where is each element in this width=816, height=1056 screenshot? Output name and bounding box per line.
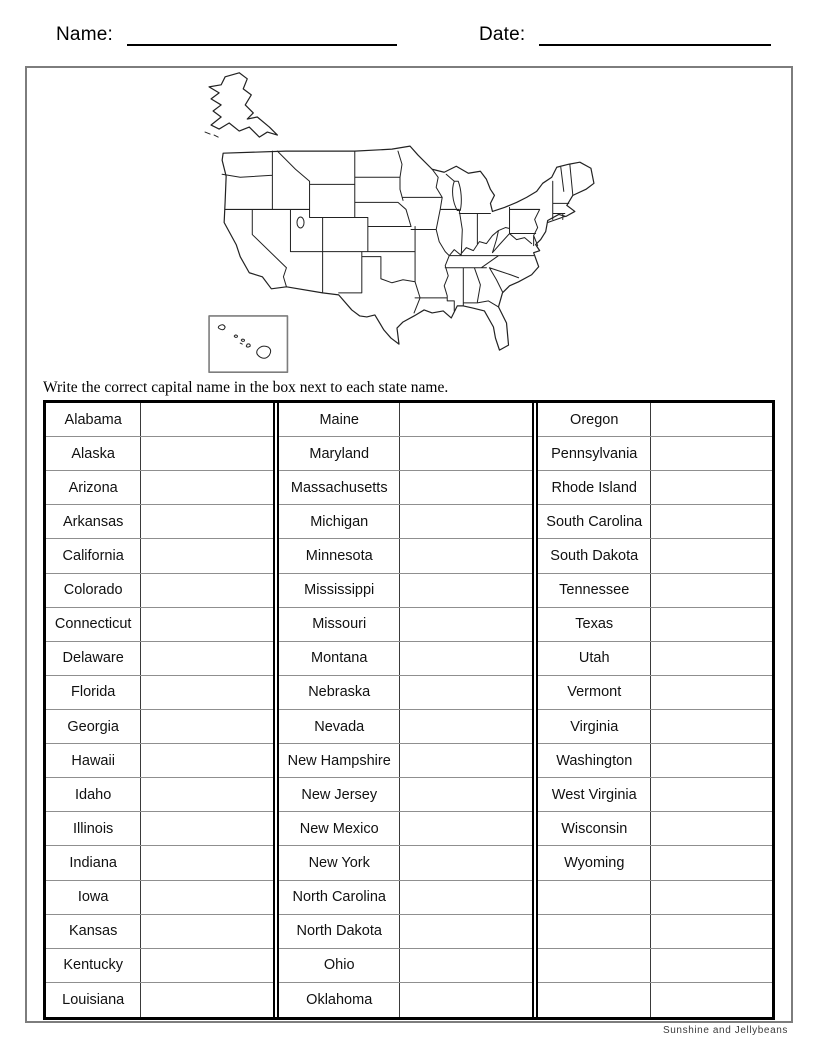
capital-answer-cell[interactable] xyxy=(651,915,772,948)
state-name-cell: Michigan xyxy=(279,505,400,538)
table-row xyxy=(538,437,772,471)
state-name-cell xyxy=(538,949,651,982)
table-row xyxy=(279,403,532,437)
capital-answer-cell[interactable] xyxy=(141,983,273,1017)
capital-answer-cell[interactable] xyxy=(651,539,772,572)
capital-answer-cell[interactable] xyxy=(141,471,273,504)
table-row xyxy=(538,574,772,608)
name-label: Name: xyxy=(56,24,113,45)
table-row xyxy=(46,539,273,573)
table-row xyxy=(538,710,772,744)
state-name-cell xyxy=(538,915,651,948)
state-name-cell: Nevada xyxy=(279,710,400,743)
table-row xyxy=(538,949,772,983)
table-row xyxy=(538,812,772,846)
table-row xyxy=(538,881,772,915)
table-row xyxy=(538,608,772,642)
table-row xyxy=(279,744,532,778)
capital-answer-cell[interactable] xyxy=(651,471,772,504)
state-name-cell: Wyoming xyxy=(538,846,651,879)
capital-answer-cell[interactable] xyxy=(651,744,772,777)
state-name-cell: Alabama xyxy=(46,403,141,436)
capital-answer-cell[interactable] xyxy=(651,505,772,538)
capital-answer-cell[interactable] xyxy=(141,915,273,948)
table-row xyxy=(279,710,532,744)
capital-answer-cell[interactable] xyxy=(400,915,532,948)
capital-answer-cell[interactable] xyxy=(651,949,772,982)
capital-answer-cell[interactable] xyxy=(400,505,532,538)
state-name-cell: North Dakota xyxy=(279,915,400,948)
state-name-cell: Illinois xyxy=(46,812,141,845)
capital-answer-cell[interactable] xyxy=(651,710,772,743)
state-name-cell: Vermont xyxy=(538,676,651,709)
table-row xyxy=(279,983,532,1017)
state-name-cell: Kansas xyxy=(46,915,141,948)
table-row xyxy=(279,846,532,880)
state-name-cell: Idaho xyxy=(46,778,141,811)
table-column-group-2 xyxy=(279,403,532,1017)
state-capitals-table xyxy=(43,400,775,1020)
state-name-cell: Arizona xyxy=(46,471,141,504)
state-name-cell: North Carolina xyxy=(279,881,400,914)
capital-answer-cell[interactable] xyxy=(400,983,532,1017)
state-name-cell: Ohio xyxy=(279,949,400,982)
table-row xyxy=(46,437,273,471)
table-row xyxy=(538,403,772,437)
table-row xyxy=(46,642,273,676)
capital-answer-cell[interactable] xyxy=(400,437,532,470)
capital-answer-cell[interactable] xyxy=(400,574,532,607)
table-row xyxy=(279,642,532,676)
state-name-cell: Nebraska xyxy=(279,676,400,709)
capital-answer-cell[interactable] xyxy=(141,710,273,743)
table-row xyxy=(538,846,772,880)
state-name-cell: Montana xyxy=(279,642,400,675)
table-row xyxy=(538,744,772,778)
alaska-outline xyxy=(205,73,277,137)
state-name-cell xyxy=(538,983,651,1017)
capital-answer-cell[interactable] xyxy=(141,744,273,777)
table-row xyxy=(46,608,273,642)
table-row xyxy=(279,471,532,505)
capital-answer-cell[interactable] xyxy=(141,539,273,572)
capital-answer-cell[interactable] xyxy=(400,608,532,641)
table-row xyxy=(279,574,532,608)
capital-answer-cell[interactable] xyxy=(141,949,273,982)
hawaii-inset xyxy=(209,316,287,372)
state-name-cell: Louisiana xyxy=(46,983,141,1017)
worksheet-content-box xyxy=(25,66,793,1023)
state-name-cell: Alaska xyxy=(46,437,141,470)
capital-answer-cell[interactable] xyxy=(651,608,772,641)
state-name-cell: Texas xyxy=(538,608,651,641)
state-name-cell: Oklahoma xyxy=(279,983,400,1017)
state-name-cell: Tennessee xyxy=(538,574,651,607)
capital-answer-cell[interactable] xyxy=(651,812,772,845)
great-salt-lake-outline xyxy=(297,217,304,228)
state-name-cell: Florida xyxy=(46,676,141,709)
state-name-cell: Delaware xyxy=(46,642,141,675)
capital-answer-cell[interactable] xyxy=(651,574,772,607)
capital-answer-cell[interactable] xyxy=(651,881,772,914)
capital-answer-cell[interactable] xyxy=(400,539,532,572)
capital-answer-cell[interactable] xyxy=(400,881,532,914)
capital-answer-cell[interactable] xyxy=(141,846,273,879)
table-row xyxy=(279,676,532,710)
state-name-cell: Minnesota xyxy=(279,539,400,572)
capital-answer-cell[interactable] xyxy=(651,403,772,436)
capital-answer-cell[interactable] xyxy=(651,437,772,470)
table-row xyxy=(279,915,532,949)
state-name-cell: Maine xyxy=(279,403,400,436)
capital-answer-cell[interactable] xyxy=(400,744,532,777)
state-name-cell: Georgia xyxy=(46,710,141,743)
capital-answer-cell[interactable] xyxy=(400,642,532,675)
state-name-cell: Oregon xyxy=(538,403,651,436)
state-name-cell: South Dakota xyxy=(538,539,651,572)
state-name-cell: Massachusetts xyxy=(279,471,400,504)
table-row xyxy=(279,505,532,539)
table-row xyxy=(46,574,273,608)
capital-answer-cell[interactable] xyxy=(651,676,772,709)
us-states-outline-map xyxy=(195,68,607,376)
capital-answer-cell[interactable] xyxy=(141,403,273,436)
date-label: Date: xyxy=(478,24,526,45)
state-name-cell: California xyxy=(46,539,141,572)
capital-answer-cell[interactable] xyxy=(400,676,532,709)
table-row xyxy=(46,812,273,846)
table-row xyxy=(46,505,273,539)
capital-answer-cell[interactable] xyxy=(651,642,772,675)
table-row xyxy=(538,642,772,676)
state-name-cell xyxy=(538,881,651,914)
capital-answer-cell[interactable] xyxy=(141,505,273,538)
state-name-cell: Utah xyxy=(538,642,651,675)
state-name-cell: New Mexico xyxy=(279,812,400,845)
table-row xyxy=(46,778,273,812)
state-name-cell: Connecticut xyxy=(46,608,141,641)
table-row xyxy=(46,881,273,915)
state-name-cell: Missouri xyxy=(279,608,400,641)
state-name-cell: New Jersey xyxy=(279,778,400,811)
table-row xyxy=(46,983,273,1017)
table-row xyxy=(279,437,532,471)
table-row xyxy=(279,539,532,573)
table-row xyxy=(46,710,273,744)
table-row xyxy=(538,983,772,1017)
table-row xyxy=(46,915,273,949)
capital-answer-cell[interactable] xyxy=(400,710,532,743)
table-row xyxy=(279,608,532,642)
state-name-cell: Maryland xyxy=(279,437,400,470)
table-row xyxy=(538,505,772,539)
capital-answer-cell[interactable] xyxy=(400,812,532,845)
table-row xyxy=(279,949,532,983)
contiguous-us-outline xyxy=(222,146,594,350)
capital-answer-cell[interactable] xyxy=(141,676,273,709)
state-name-cell: Pennsylvania xyxy=(538,437,651,470)
table-row xyxy=(279,812,532,846)
table-row xyxy=(538,471,772,505)
capital-answer-cell[interactable] xyxy=(400,778,532,811)
capital-answer-cell[interactable] xyxy=(400,949,532,982)
worksheet-header xyxy=(56,24,796,46)
state-name-cell: Hawaii xyxy=(46,744,141,777)
state-name-cell: Kentucky xyxy=(46,949,141,982)
table-row xyxy=(46,744,273,778)
state-name-cell: Colorado xyxy=(46,574,141,607)
state-name-cell: West Virginia xyxy=(538,778,651,811)
capital-answer-cell[interactable] xyxy=(400,471,532,504)
footer-credit: Sunshine and Jellybeans xyxy=(663,1025,788,1036)
capital-answer-cell[interactable] xyxy=(141,642,273,675)
table-row xyxy=(46,676,273,710)
state-name-cell: Iowa xyxy=(46,881,141,914)
state-name-cell: Arkansas xyxy=(46,505,141,538)
table-column-group-3 xyxy=(538,403,772,1017)
capital-answer-cell[interactable] xyxy=(141,437,273,470)
table-row xyxy=(46,949,273,983)
capital-answer-cell[interactable] xyxy=(141,608,273,641)
state-name-cell: New Hampshire xyxy=(279,744,400,777)
lake-michigan-outline xyxy=(453,181,462,210)
table-row xyxy=(538,778,772,812)
capital-answer-cell[interactable] xyxy=(400,846,532,879)
table-row xyxy=(279,881,532,915)
table-row xyxy=(538,676,772,710)
capital-answer-cell[interactable] xyxy=(141,881,273,914)
capital-answer-cell[interactable] xyxy=(400,403,532,436)
table-row xyxy=(46,403,273,437)
state-name-cell: Virginia xyxy=(538,710,651,743)
table-row xyxy=(279,778,532,812)
table-row xyxy=(538,915,772,949)
state-name-cell: New York xyxy=(279,846,400,879)
state-name-cell: Wisconsin xyxy=(538,812,651,845)
capital-answer-cell[interactable] xyxy=(651,983,772,1017)
capital-answer-cell[interactable] xyxy=(651,778,772,811)
name-blank-line[interactable] xyxy=(127,24,397,46)
instruction-text: Write the correct capital name in the box next to each state name. xyxy=(43,379,449,396)
capital-answer-cell[interactable] xyxy=(141,574,273,607)
state-name-cell: Washington xyxy=(538,744,651,777)
table-row xyxy=(538,539,772,573)
capital-answer-cell[interactable] xyxy=(141,812,273,845)
capital-answer-cell[interactable] xyxy=(651,846,772,879)
state-name-cell: Rhode Island xyxy=(538,471,651,504)
state-name-cell: Mississippi xyxy=(279,574,400,607)
date-blank-line[interactable] xyxy=(539,24,771,46)
table-row xyxy=(46,471,273,505)
table-row xyxy=(46,846,273,880)
state-name-cell: Indiana xyxy=(46,846,141,879)
table-column-group-1 xyxy=(46,403,273,1017)
capital-answer-cell[interactable] xyxy=(141,778,273,811)
state-name-cell: South Carolina xyxy=(538,505,651,538)
